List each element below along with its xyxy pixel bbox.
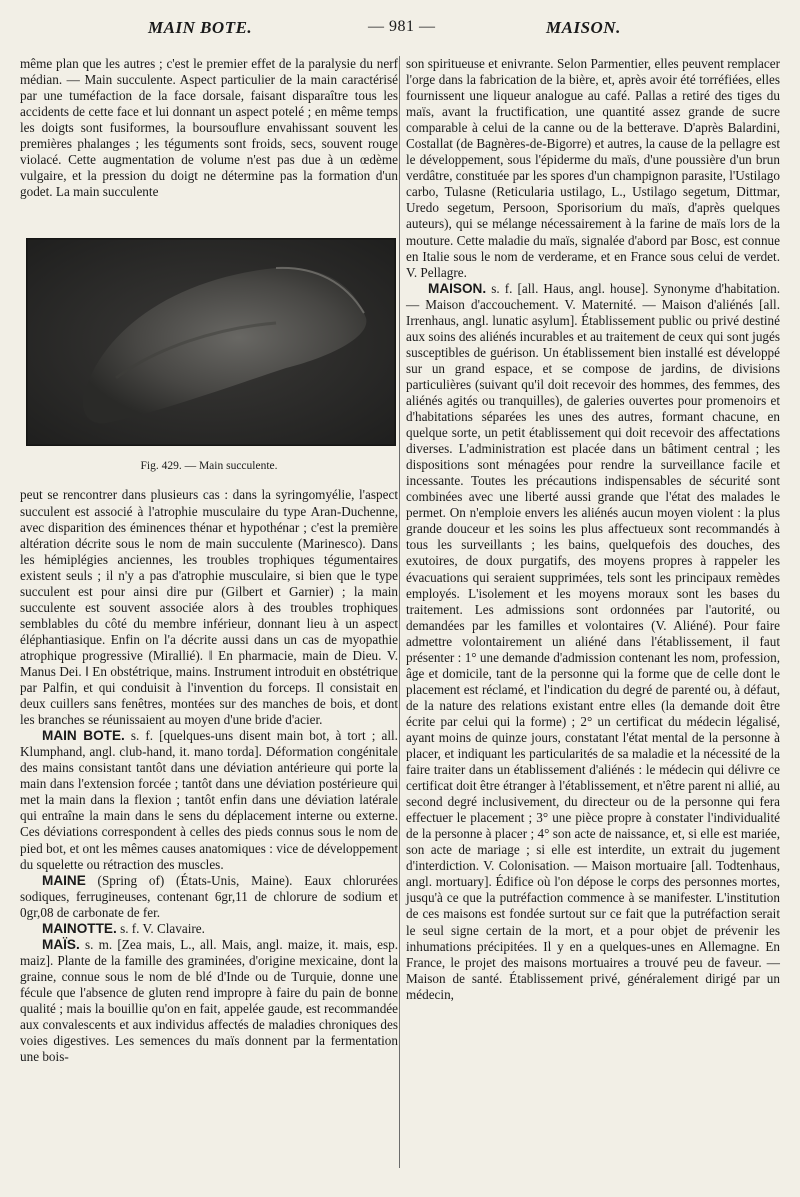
main-succulente-continued: peut se rencontrer dans plusieurs cas : dans la syringomyélie, l'aspect succulent est associé à l'atrophie musculaire du type Aran-Duchenne, avec disparition des éminences thénar et hypothénar ; c'est la première altération décrite sous le nom de main succulente (Marinesco). Dans les hémiplégies anciennes, les troubles trophiques tégumentaires existent seuls ; il n'y a pas d'atrophie musculaire, si bien que le type succulent est pour ainsi dire pur (Gilbert et Garnier) ; la main succulente est souvent associée alors à des troubles trophiques semblables du côté du membre inférieur, donnant lieu à un aspect éléphantiasique. Enfin on l'a décrite aussi dans un cas de myopathie atrophique progressive (Mirallié). ‖ En pharmacie, main de Dieu. V. Manus Dei. ‖ En obstétrique, mains. Instrument introduit en obstétrique par Palfin, et qui conduisit à l'invention du forceps. Il consistait en deux cuillers sans fenêtres, montées sur des manches de bois, et dont les branches se réunissaient au moyen d'une bride d'acier. bbox=[20, 487, 398, 728]
definition-maison: s. f. [all. Haus, angl. house]. Synonyme d'habitation. — Maison d'accouchement. V. Maternité. — Maison d'aliénés [all. Irrenhaus, angl. lunatic asylum]. Établissement public ou privé destiné aux soins des aliénés incurables et au traitement de ceux qui sont jugés susceptibles de guérison. Un établissement bien installé est développé sur un grand espace, et se compose de jardins, de divisions particulières (suivant qu'il doit recevoir des hommes, des femmes, des aliénés agités ou tranquilles), de galeries ouvertes pour promenoirs et d'habitations séparées les unes des autres, formant chacune, en quelque sorte, un petit établissement qui doit recevoir des affectations diverses. L'administration est placée dans un bâtiment central ; les dispositions sont ménagées pour rendre la surveillance facile et incessante. Toutes les précautions indispensables de sécurité sont combinées avec une liberté aussi grande que l'état des malades le permet. On n'emploie envers les aliénés aucun moyen violent : la plus grande douceur et les soins les plus affectueux sont recommandés à tous les surveillants ; les bains, quelquefois des douches, des exutoires, de doux purgatifs, des moyens propres à rappeler les évacuations qui seraient supprimées, tels sont les principaux remèdes employés. L'isolement et les moyens moraux sont les bases du traitement. Les admissions sont ordonnées par l'autorité, ou demandées par les familles et volontaires (V. Aliéné). Pour faire admettre volontairement un aliéné dans l'établissement, il faut présenter : 1° une demande d'admission contenant les nom, profession, âge et domicile, tant de la personne qui la forme que de celle dont le placement est réclamé, et l'indication du degré de parenté ou, à défaut, de la nature des relations existant entre elles (la demande doit être écrite par celui qui la forme) ; 2° un certificat du médecin légalisé, ayant moins de quinze jours, constatant l'état mental de la personne à placer, et indiquant les particularités de sa maladie et la nécessité de la faire traiter dans un établissement d'aliénés : le médecin qui délivre ce certificat doit être étranger à l'établissement, et n'être parent ni allié, au second degré inclusivement, du directeur ou de la personne qui fera effectuer le placement ; 3° une pièce propre à constater l'individualité de la personne à placer ; 4° son acte de naissance, et, si elle est mariée, son acte de mariage ; si elle est interdite, un extrait du jugement d'interdiction. V. Colonisation. — Maison mortuaire [all. Todtenhaus, angl. mortuary]. Édifice où l'on dépose le corps des personnes mortes, jusqu'à ce que la putréfaction commence à se manifester. L'institution de ces maisons est fondée surtout sur ce fait que la putréfaction serait le seul signe certain de la mort, et a pour objet de prévenir les inhumations précipitées. Il y en a quelques-unes en Allemagne. En France, le projet des maisons mortuaires a trouvé peu de faveur. — Maison de santé. Établissement privé, généralement dirigé par un médecin, bbox=[406, 280, 780, 1002]
column-divider bbox=[399, 56, 400, 1168]
definition-mainotte: s. f. V. Clavaire. bbox=[116, 920, 205, 936]
header-left-word: MAIN BOTE. bbox=[148, 18, 253, 37]
figure-hand-photo bbox=[26, 238, 396, 446]
headword-mais: MAÏS. bbox=[42, 936, 80, 952]
mais-continued-paragraph: son spiritueuse et enivrante. Selon Parmentier, elles peuvent remplacer l'orge dans la fabrication de la bière, et, après avoir été torréfiées, elles fournissent une liqueur analogue au café. Pallas a retiré des tiges du maïs, avant la fructification, une quantité assez grande de sucre comparable à celui de la canne ou de la betterave. D'après Balardini, Costallat (de Bagnères-de-Bigorre) et autres, la cause de la pellagre est le développement, sous l'épiderme du maïs, d'une poussière d'un brun verdâtre, constituée par les spores d'un champignon parasite, l'Ustilago carbo, Tulasne (Reticularia ustilago, L., Ustilago segetum, Dittmar, Uredo segetum, Persoon, Sporisorium du maïs, d'après quelques auteurs), qui se mélange nécessairement à la farine de maïs lors de la mouture. Cette maladie du maïs, signalée d'abord par Bosc, est connue en Italie sous le nom de verderame, et en France sous celui de verdet. V. Pellagre. bbox=[406, 56, 780, 280]
headword-main-bote: MAIN BOTE. bbox=[42, 728, 125, 744]
entry-mainotte bbox=[20, 921, 398, 937]
figure-caption: Fig. 429. — Main succulente. bbox=[140, 460, 278, 473]
entry-main-bote bbox=[20, 728, 398, 872]
definition-mais: s. m. [Zea mais, L., all. Mais, angl. maize, it. mais, esp. maiz]. Plante de la famille des graminées, d'origine mexicaine, dont la graine, connue sous le nom de blé d'Inde ou de Turquie, donne une fécule que l'absence de gluten rend impropre à faire du pain de bonne qualité ; mais la bouillie qu'on en fait, appelée gaude, est recommandée aux convalescents et aux individus affectés de maladies chroniques des voies digestives. Les semences du maïs donnent par la fermentation une bois- bbox=[20, 936, 398, 1065]
entry-maine bbox=[20, 873, 398, 921]
right-column bbox=[406, 56, 780, 1003]
running-header bbox=[0, 18, 800, 44]
left-column bbox=[20, 56, 398, 1065]
page-number: — 981 — bbox=[368, 18, 436, 35]
definition-main-bote: s. f. [quelques-uns disent main bot, à tort ; all. Klumphand, angl. club-hand, it. mano torda]. Déformation congénitale des mains consistant tantôt dans une déviation antérieure qui porte la main dans l'extension forcée ; tantôt dans une déviation postérieure qui met la main dans la flexion ; tantôt enfin dans une déviation latérale qui entraîne la main dans le sens du déplacement interne ou externe. Ces déviations correspondent à celles des pieds connus sous le nom de pied bot, et ont les mêmes causes anatomiques : vice de développement du squelette ou rétraction des muscles. bbox=[20, 728, 398, 872]
headword-maison: MAISON. bbox=[428, 280, 487, 296]
definition-maine: (Spring of) (États-Unis, Maine). Eaux chlorurées sodiques, ferrugineuses, contenant 6gr,11 de chlorure de sodium et 0gr,08 de carbonate de fer. bbox=[20, 872, 398, 920]
hand-photo-image bbox=[26, 238, 396, 446]
entry-maison bbox=[406, 281, 780, 1003]
main-succulente-paragraph: même plan que les autres ; c'est le premier effet de la paralysie du nerf médian. — Main succulente. Aspect particulier de la main caractérisé par une tuméfaction de la face dorsale, faisant disparaître tous les accidents de cette face et lui donnant un aspect potelé ; en même temps les doigts sont fusiformes, la boursouflure envahissant souvent les premières phalanges ; les téguments sont froids, secs, souvent rouge violacé. Cette augmentation de volume n'est pas due à un œdème vulgaire, et la pression du doigt ne détermine pas la formation d'un godet. La main succulente bbox=[20, 56, 398, 200]
headword-maine: MAINE bbox=[42, 872, 86, 888]
headword-mainotte: MAINOTTE. bbox=[42, 920, 117, 936]
header-right-word: MAISON. bbox=[546, 18, 621, 37]
entry-mais bbox=[20, 937, 398, 1065]
